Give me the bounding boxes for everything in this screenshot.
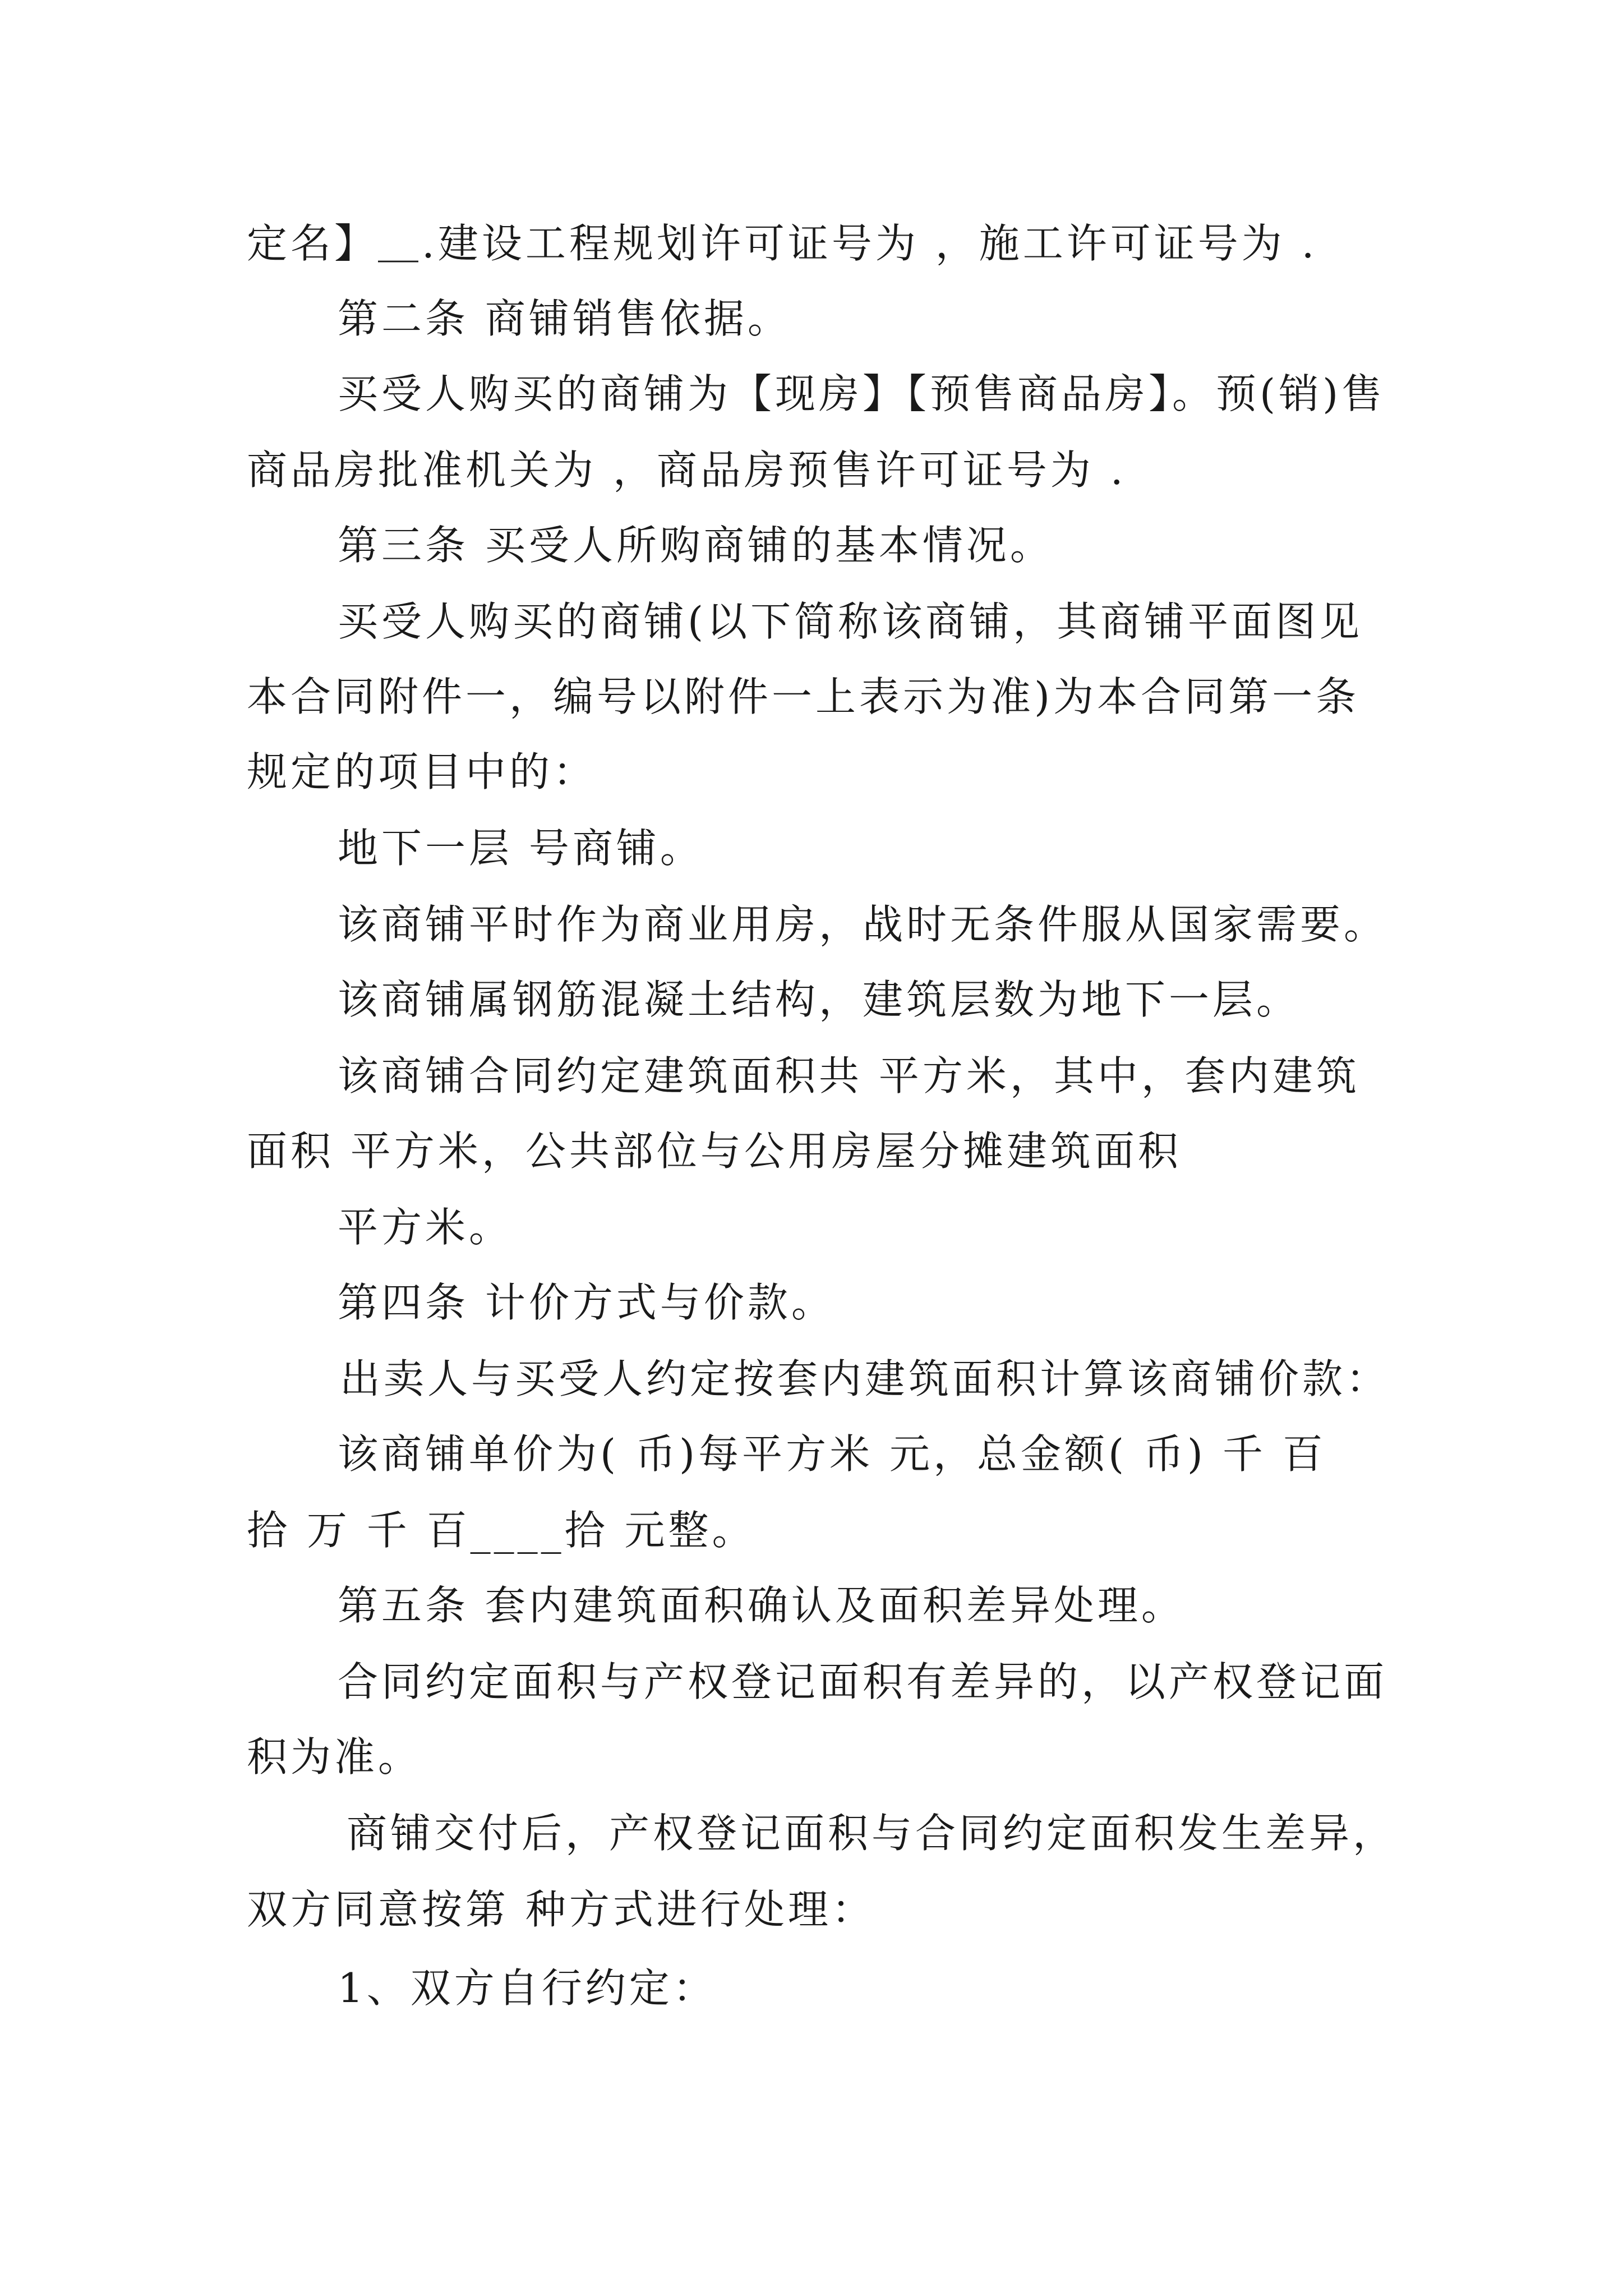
article-heading: 第五条 套内建筑面积确认及面积差异处理。	[338, 1582, 1185, 1629]
text-line: 该商铺合同约定建筑面积共 平方米，其中，套内建筑	[338, 1052, 1360, 1099]
text-line: 地下一层 号商铺。	[338, 825, 704, 872]
text-line: 积为准。	[247, 1733, 422, 1780]
text-line: 面积 平方米，公共部位与公用房屋分摊建筑面积	[247, 1128, 1182, 1175]
text-line: 商品房批准机关为 ，商品房预售许可证号为 .	[247, 447, 1127, 494]
text-line: 买受人购买的商铺(以下简称该商铺，其商铺平面图见	[338, 598, 1363, 645]
list-item: 1、双方自行约定：	[338, 1964, 717, 2012]
text-line: 买受人购买的商铺为【现房】【预售商品房】。预(销)售	[338, 370, 1386, 417]
text-line: 拾 万 千 百____拾 元整。	[247, 1507, 756, 1554]
article-heading: 第三条 买受人所购商铺的基本情况。	[338, 522, 1054, 569]
text-line: 平方米。	[338, 1204, 513, 1251]
text-line: 该商铺平时作为商业用房，战时无条件服从国家需要。	[338, 901, 1388, 948]
text-line: 规定的项目中的：	[247, 748, 597, 795]
text-line: 出卖人与买受人约定按套内建筑面积计算该商铺价款：	[340, 1355, 1390, 1402]
article-heading: 第四条 计价方式与价款。	[338, 1279, 835, 1326]
article-heading: 第二条 商铺销售依据。	[338, 295, 791, 342]
text-line: 定名】＿.建设工程规划许可证号为 ，施工许可证号为 .	[247, 220, 1318, 267]
text-line: 本合同附件一，编号以附件一上表示为准)为本合同第一条	[247, 673, 1360, 720]
text-line: 双方同意按第 种方式进行处理：	[247, 1886, 875, 1933]
text-line: 合同约定面积与产权登记面积有差异的，以产权登记面	[338, 1658, 1388, 1705]
text-line: 该商铺单价为( 币)每平方米 元，总金额( 币) 千 百	[338, 1430, 1326, 1478]
text-line: 商铺交付后，产权登记面积与合同约定面积发生差异，	[347, 1810, 1397, 1857]
text-line: 该商铺属钢筋混凝土结构，建筑层数为地下一层。	[338, 976, 1301, 1023]
